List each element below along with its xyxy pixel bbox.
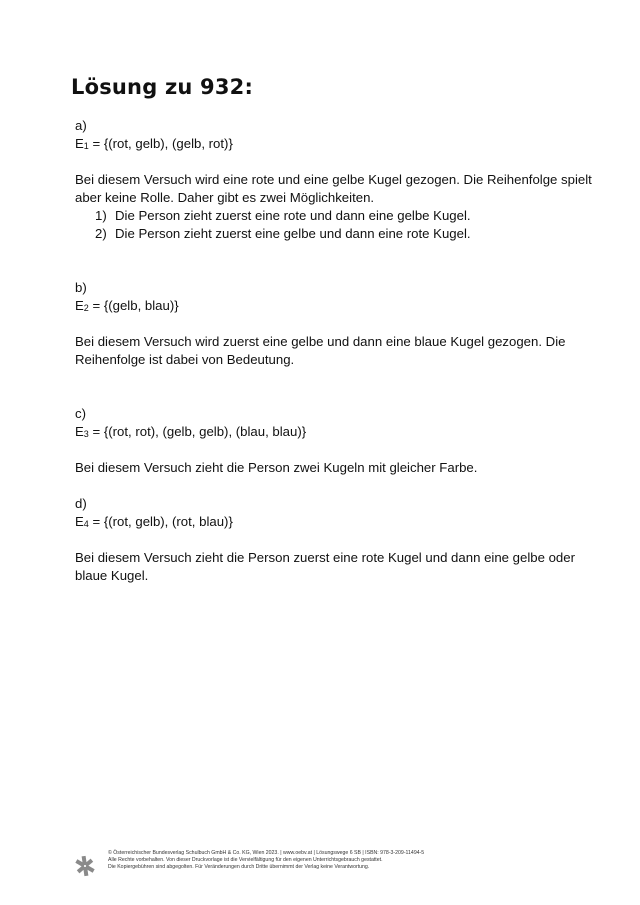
event-elements: = {(rot, rot), (gelb, gelb), (blau, blau)} [88,424,307,439]
event-elements: = {(rot, gelb), (rot, blau)} [88,514,233,529]
event-index: 2 [83,303,89,313]
rights-line: Alle Rechte vorbehalten. Von dieser Druckvorlage ist die Vervielfältigung für den eigenen Unterrichtsgebrauch gestattet. [108,856,383,863]
part-b [75,279,595,369]
part-d [75,495,595,585]
event-symbol: E [75,424,84,439]
event-index: 1 [83,141,89,151]
list-item [75,225,595,243]
part-d-explanation: Bei diesem Versuch zieht die Person zuerst eine rote Kugel und dann eine gelbe oder blaue Kugel. [75,550,575,583]
part-c-explanation: Bei diesem Versuch zieht die Person zwei Kugeln mit gleicher Farbe. [75,460,478,475]
oebv-star-logo-icon [74,855,96,877]
solution-content [75,117,595,585]
part-b-event-set [75,297,595,315]
copyright-notice [108,850,424,870]
list-item-number: 2) [95,226,107,241]
part-b-label: b) [75,280,87,295]
event-elements: = {(gelb, blau)} [88,298,179,313]
part-d-label: d) [75,496,87,511]
list-item-number: 1) [95,208,107,223]
part-a-explanation: Bei diesem Versuch wird eine rote und eine gelbe Kugel gezogen. Die Reihenfolge spielt aber keine Rolle. Daher gibt es zwei Möglichkeiten. [75,172,592,205]
list-item [75,207,595,225]
part-b-explanation: Bei diesem Versuch wird zuerst eine gelbe und dann eine blaue Kugel gezogen. Die Reihenfolge ist dabei von Bedeutung. [75,334,566,367]
part-a [75,117,595,243]
page-title: Lösung zu 932: [71,75,254,99]
list-item-text: Die Person zieht zuerst eine rote und dann eine gelbe Kugel. [115,208,471,223]
event-index: 3 [83,429,89,439]
part-c [75,405,595,477]
event-symbol: E [75,298,84,313]
part-c-event-set [75,423,595,441]
event-symbol: E [75,136,84,151]
list-item-text: Die Person zieht zuerst eine gelbe und dann eine rote Kugel. [115,226,471,241]
copyright-line: © Österreichischer Bundesverlag Schulbuch GmbH & Co. KG, Wien 2023. | www.oebv.at | Lösungswege 6 SB | ISBN: 978-3-209-11494-5 [108,850,425,856]
event-symbol: E [75,514,84,529]
event-elements: = {(rot, gelb), (gelb, rot)} [88,136,233,151]
fees-line: Die Kopiergebühren sind abgegolten. Für Veränderungen durch Dritte übernimmt der Verlag keine Verantwortung. [108,863,370,870]
part-a-event-set [75,135,595,153]
part-a-label: a) [75,118,87,133]
part-c-label: c) [75,406,86,421]
part-d-event-set [75,513,595,531]
part-a-list [75,207,595,243]
event-index: 4 [83,519,89,529]
